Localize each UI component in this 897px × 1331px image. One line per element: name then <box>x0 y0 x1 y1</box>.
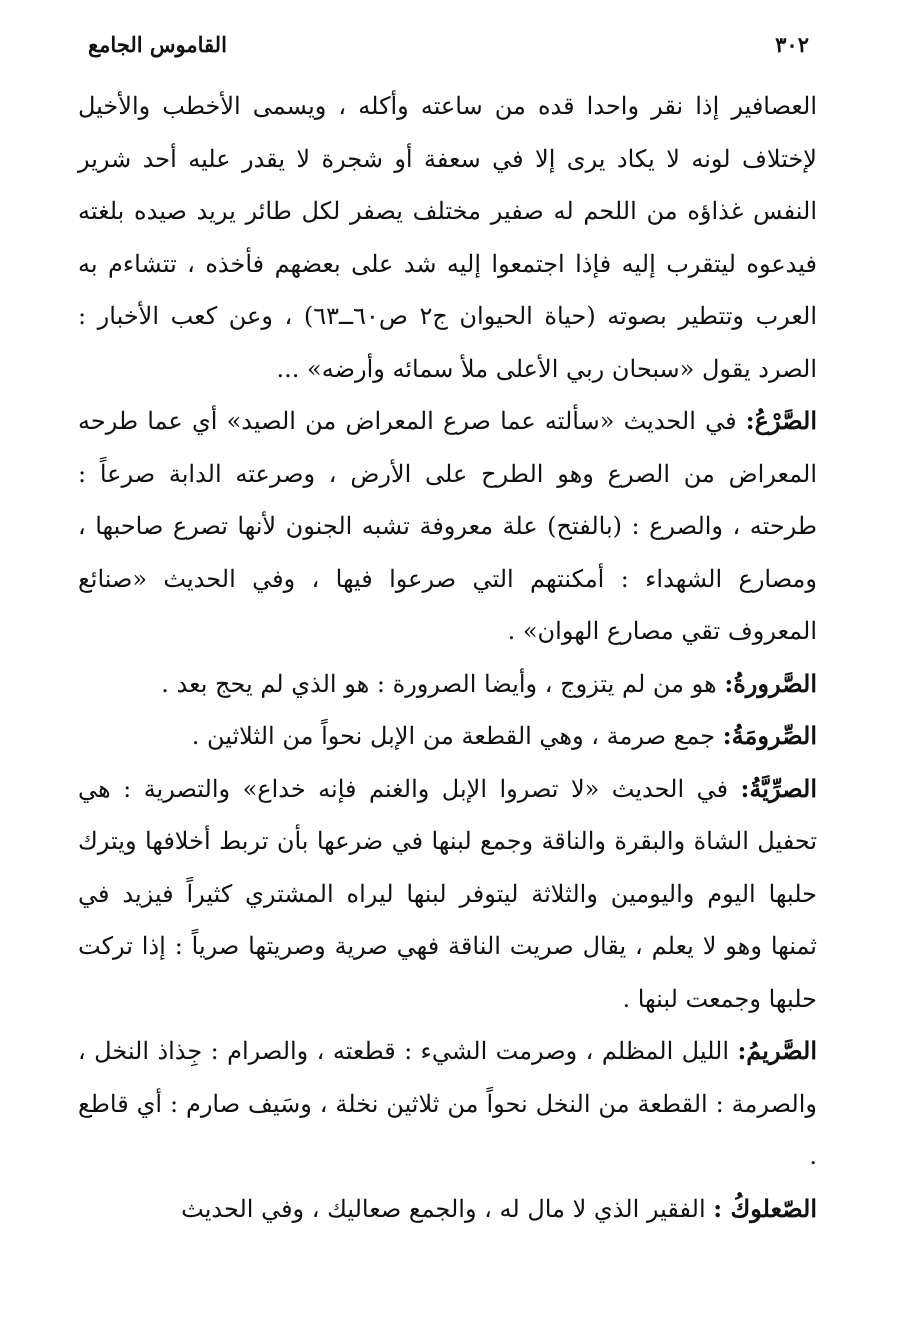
dictionary-body <box>78 80 817 1235</box>
page-header <box>88 32 809 66</box>
entry-suluk <box>78 1183 817 1236</box>
entry-text: العصافير إذا نقر واحدا قده من ساعته وأكله ، ويسمى الأخطب والأخيل لإختلاف لونه لا يكاد يرى إلا في سعفة أو شجرة لا يقدر عليه أحد شرير النفس غذاؤه من اللحم له صفير مختلف يصفر لكل طائر يريد صيده بلغته فيدعوه ليتقرب إليه فإذا اجتمعوا إليه شد على بعضهم فأخذه ، تتشاءم به العرب وتتطير بصوته (حياة الحيوان ج٢ ص٦٠ــ٦٣) ، وعن كعب الأخبار : الصرد يقول «سبحان ربي الأعلى ملأ سمائه وأرضه» ... <box>78 92 817 383</box>
entry-continuation <box>78 80 817 395</box>
entry-text: في الحديث «لا تصروا الإبل والغنم فإنه خداع» والتصرية : هي تحفيل الشاة والبقرة والناقة وجمع لبنها في ضرعها بأن تربط أخلافها ويترك حلبها اليوم واليومين والثلاثة ليتوفر لبنها ليراه المشتري كثيراً فيزيد في ثمنها وهو لا يعلم ، يقال صريت الناقة فهي صرية وصريتها صرياً : إذا تركت حلبها وجمعت لبنها . <box>78 774 817 1013</box>
entry-sarim <box>78 1025 817 1183</box>
entry-text: في الحديث «سألته عما صرع المعراض من الصيد» أي عما طرحه المعراض من الصرع وهو الطرح على الأرض ، وصرعته الدابة صرعاً : طرحته ، والصرع : (بالفتح) علة معروفة تشبه الجنون لأنها تصرع صاحبها ، ومصارع الشهداء : أمكنتهم التي صرعوا فيها ، وفي الحديث «صنائع المعروف تقي مصارع الهوان» . <box>78 407 817 645</box>
entry-text: جمع صرمة ، وهي القطعة من الإبل نحواً من الثلاثين . <box>191 722 716 750</box>
entry-text: الليل المظلم ، وصرمت الشيء : قطعته ، والصرام : جِذاذ النخل ، والصرمة : القطعة من النخل نحواً من ثلاثين نخلة ، وسَيف صارم : أي قاطع . <box>78 1037 817 1170</box>
entry-sar <box>78 395 817 658</box>
entry-text: هو من لم يتزوج ، وأيضا الصرورة : هو الذي لم يحج بعد . <box>161 669 717 698</box>
running-title: القاموس الجامع <box>88 32 227 57</box>
headword: الصّعلوكُ : <box>713 1193 817 1223</box>
headword: الصِّرومَةُ: <box>722 721 817 750</box>
headword: الصَّرْعُ: <box>745 406 817 435</box>
headword: الصَّريمُ: <box>737 1036 817 1065</box>
headword: الصرِّيَّةُ: <box>740 773 817 803</box>
entry-siruma <box>78 710 817 763</box>
entry-text: الفقير الذي لا مال له ، والجمع صعاليك ، وفي الحديث <box>181 1194 706 1223</box>
entry-sarura <box>78 658 817 711</box>
page-number: ٣٠٢ <box>775 32 809 57</box>
headword: الصَّرورةُ: <box>724 668 817 698</box>
entry-sariyya <box>78 763 817 1026</box>
